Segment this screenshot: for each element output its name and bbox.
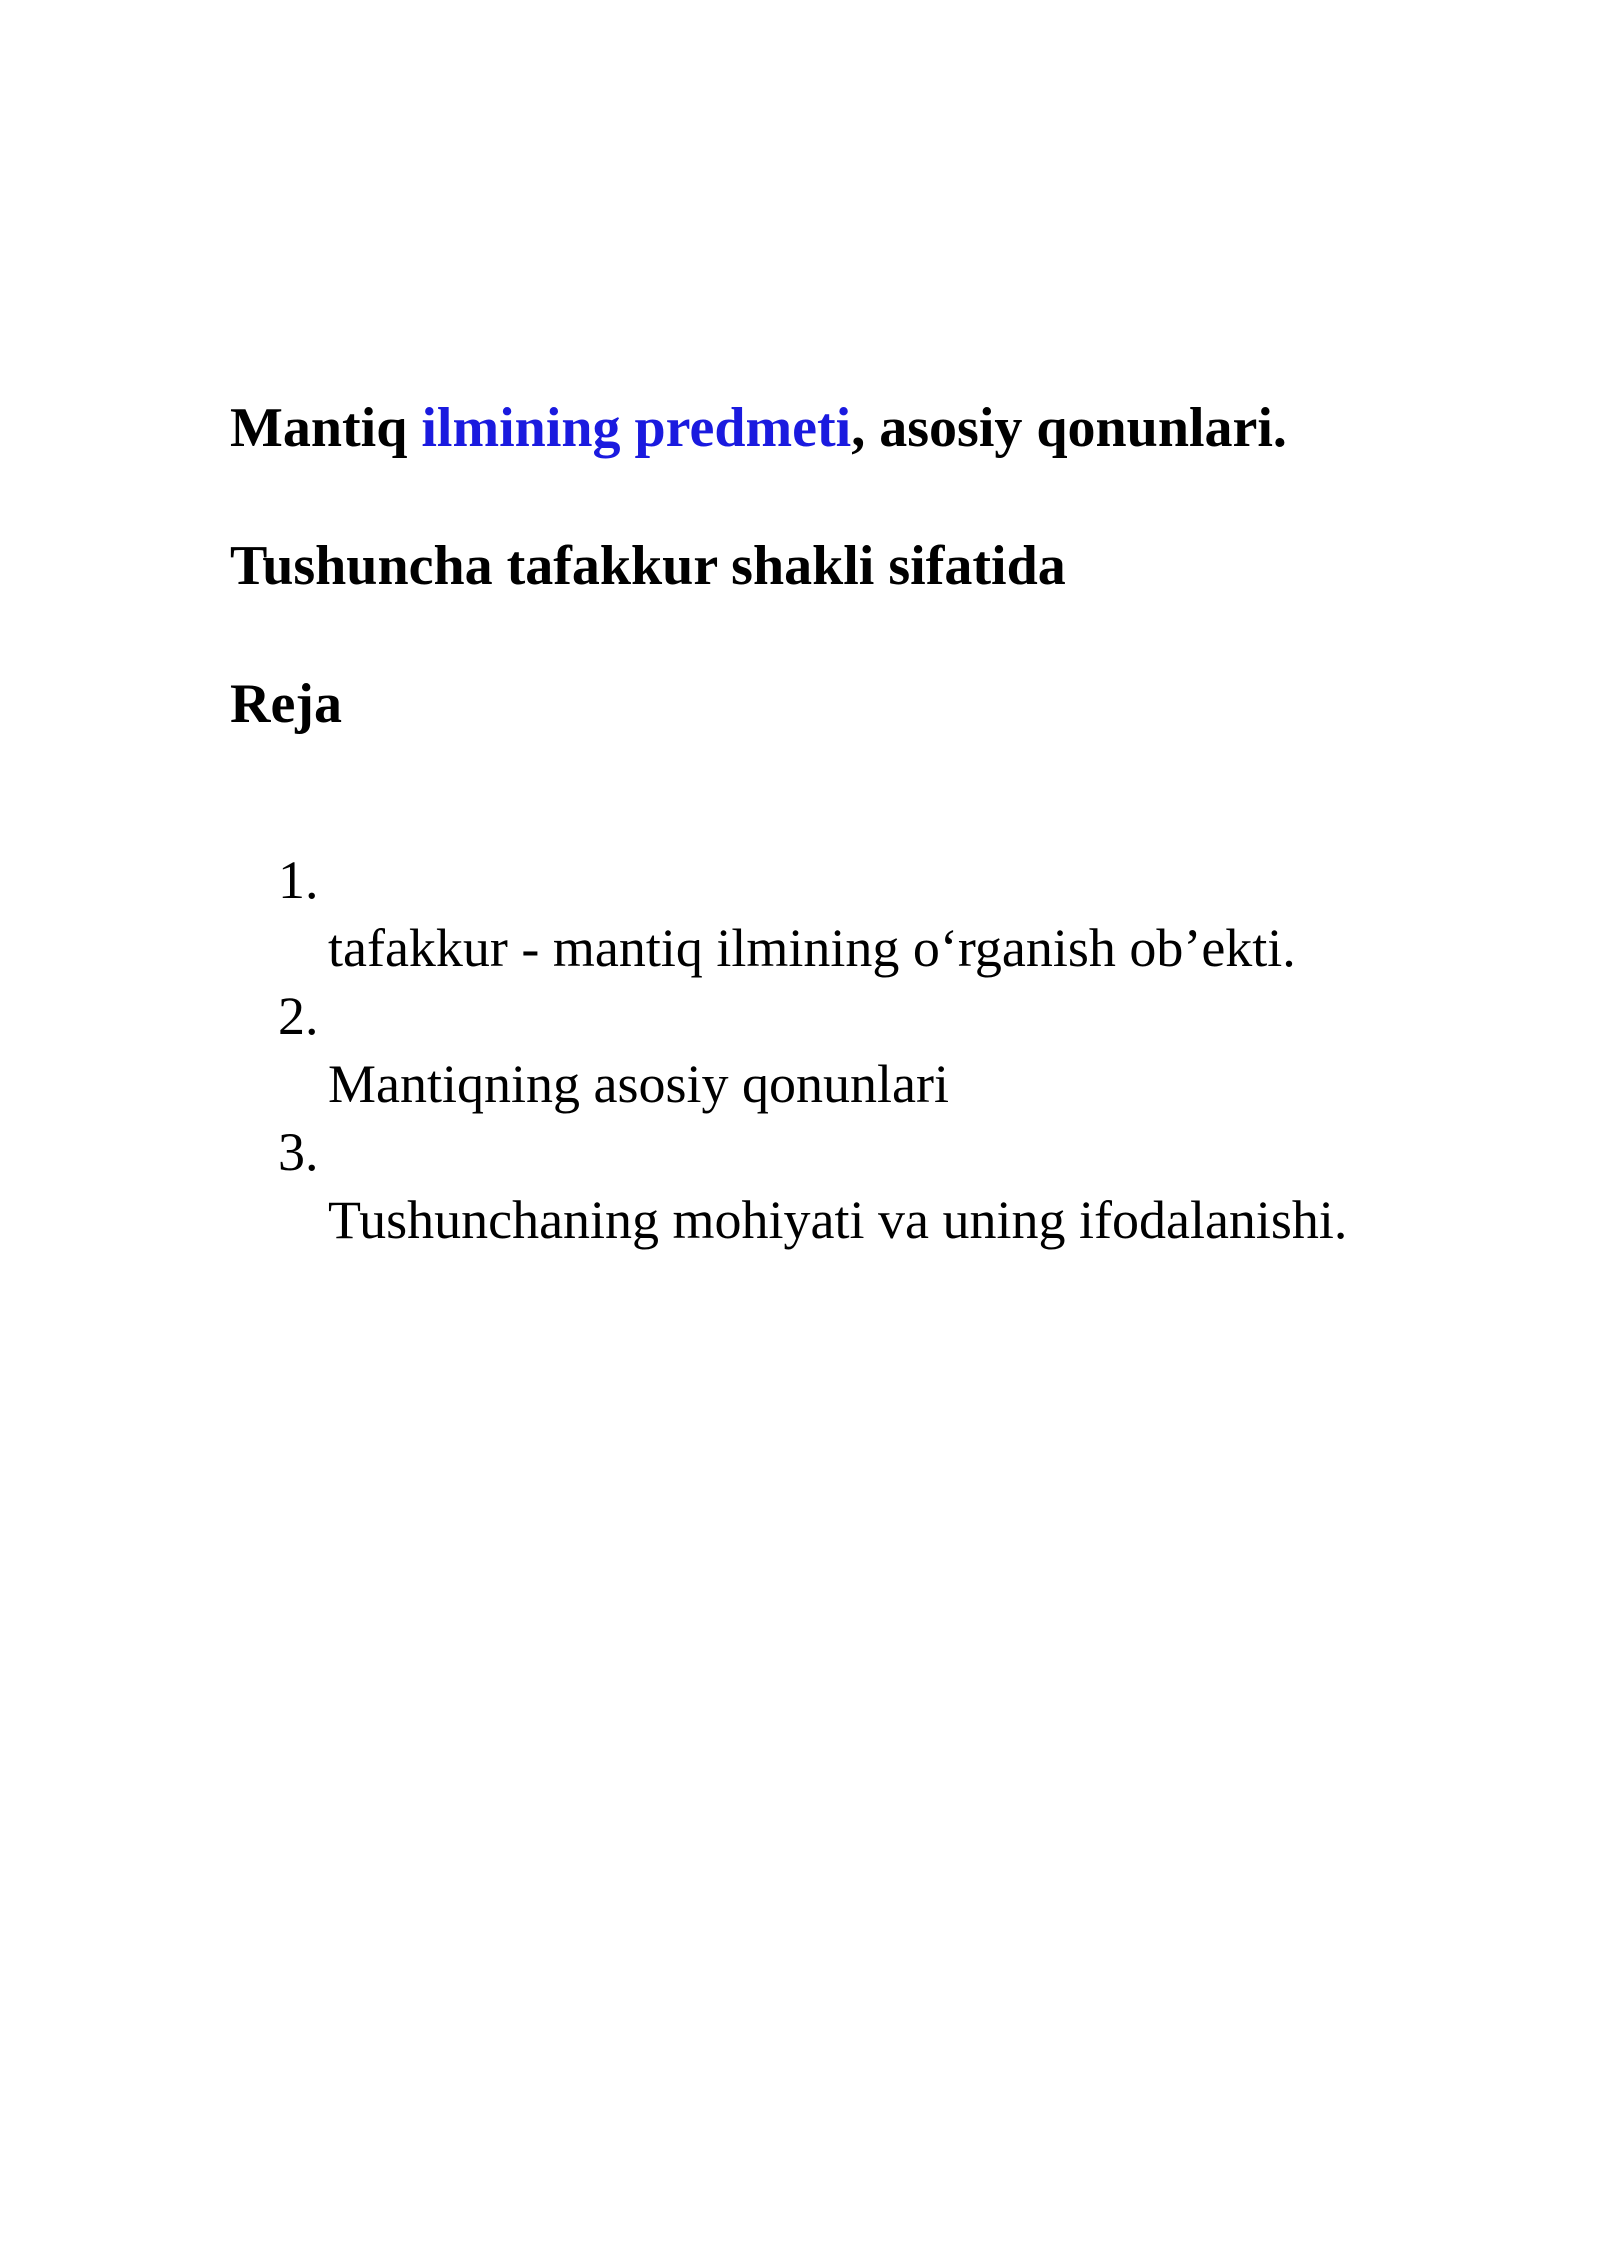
title-part-1: Mantiq <box>230 397 422 459</box>
title-part-2: , asosiy qonunlari. <box>851 397 1287 459</box>
document-subtitle: Tushuncha tafakkur shakli sifatida <box>230 535 1066 597</box>
plan-item <box>278 846 1347 982</box>
plan-item-text: tafakkur - mantiq ilmining o‘rganish ob’ekti. <box>328 918 1296 978</box>
plan-item <box>278 982 1347 1118</box>
plan-item-number: 2. <box>278 986 319 1046</box>
plan-item-text: Mantiqning asosiy qonunlari <box>328 1054 949 1114</box>
plan-item-number: 3. <box>278 1122 319 1182</box>
plan-item <box>278 1118 1347 1254</box>
plan-item-text: Tushunchaning mohiyati va uning ifodalanishi. <box>328 1190 1348 1250</box>
plan-item-number: 1. <box>278 850 319 910</box>
title-link[interactable]: ilmining predmeti <box>421 397 852 459</box>
plan-heading: Reja <box>230 673 342 735</box>
plan-list <box>278 846 1347 1254</box>
document-title <box>230 396 1287 460</box>
